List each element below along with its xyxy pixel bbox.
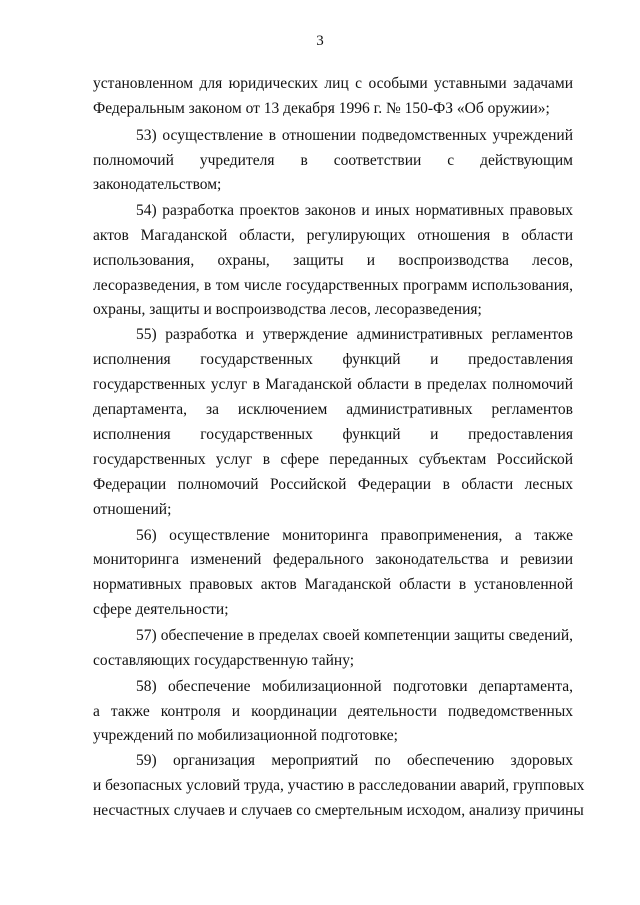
- text-line: установленном для юридических лиц с особыми уставными задачами: [93, 75, 573, 92]
- text-line: Федеральным законом от 13 декабря 1996 г. № 150-ФЗ «Об оружии»;: [93, 100, 550, 117]
- text-line: 57) обеспечение в пределах своей компетенции защиты сведений,: [136, 627, 573, 644]
- text-line: государственных услуг в Магаданской области в пределах полномочий: [93, 376, 573, 393]
- text-line: 59) организация мероприятий по обеспечению здоровых: [136, 752, 573, 769]
- text-line: законодательством;: [93, 176, 222, 193]
- text-line: охраны, защиты и воспроизводства лесов, лесоразведения;: [93, 301, 482, 318]
- text-line: сфере деятельности;: [93, 601, 229, 618]
- text-line: 54) разработка проектов законов и иных нормативных правовых: [136, 202, 573, 219]
- text-line: 53) осуществление в отношении подведомственных учреждений: [136, 127, 573, 144]
- text-line: а также контроля и координации деятельности подведомственных: [93, 703, 573, 720]
- text-line: 58) обеспечение мобилизационной подготовки департамента,: [136, 678, 573, 695]
- text-line: исполнения государственных функций и предоставления: [93, 426, 573, 443]
- page-number: 3: [316, 33, 324, 49]
- text-line: исполнения государственных функций и предоставления: [93, 351, 573, 368]
- text-line: составляющих государственную тайну;: [93, 652, 355, 669]
- text-line: несчастных случаев и случаев со смертельным исходом, анализу причины: [93, 802, 584, 819]
- text-line: полномочий учредителя в соответствии с действующим: [93, 152, 573, 169]
- text-line: актов Магаданской области, регулирующих отношения в области: [93, 227, 573, 244]
- text-line: 55) разработка и утверждение административных регламентов: [136, 326, 573, 343]
- text-line: государственных услуг в сфере переданных субъектам Российской: [93, 451, 573, 468]
- text-line: нормативных правовых актов Магаданской области в установленной: [93, 576, 573, 593]
- text-line: отношений;: [93, 501, 172, 518]
- text-line: 56) осуществление мониторинга правоприменения, а также: [136, 527, 573, 544]
- text-line: лесоразведения, в том числе государственных программ использования,: [93, 277, 573, 294]
- text-line: мониторинга изменений федерального законодательства и ревизии: [93, 551, 573, 568]
- text-line: Федерации полномочий Российской Федерации в области лесных: [93, 476, 573, 493]
- text-line: и безопасных условий труда, участию в расследовании аварий, групповых: [93, 777, 585, 794]
- text-line: использования, охраны, защиты и воспроизводства лесов,: [93, 252, 573, 269]
- text-line: департамента, за исключением административных регламентов: [93, 401, 573, 418]
- text-line: учреждений по мобилизационной подготовке;: [93, 727, 398, 744]
